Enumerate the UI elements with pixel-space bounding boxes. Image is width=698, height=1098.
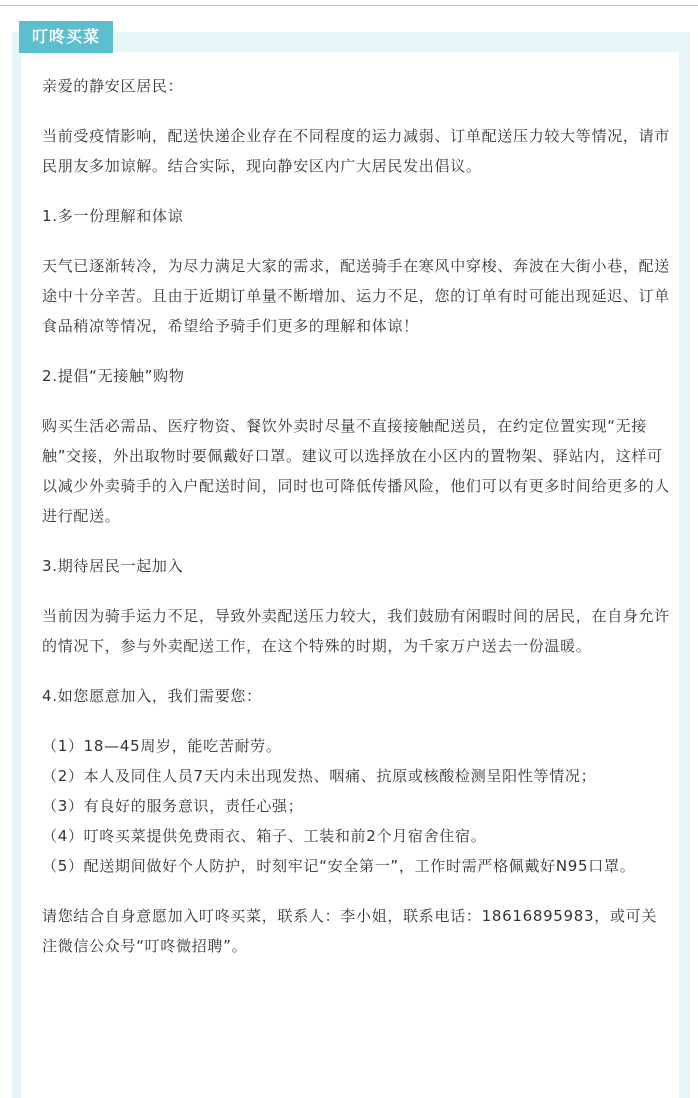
section-1-heading: 1.多一份理解和体谅 <box>42 207 184 225</box>
closing-paragraph: 请您结合自身意愿加入叮咚买菜，联系人：李小姐，联系电话：18616895983，或可关注微信公众号“叮咚微招聘”。 <box>42 907 658 955</box>
requirement-item: （1）18—45周岁，能吃苦耐劳。 <box>42 737 282 755</box>
section-tag: 叮咚买菜 <box>19 21 113 53</box>
section-3-body: 当前因为骑手运力不足，导致外卖配送压力较大，我们鼓励有闲暇时间的居民，在自身允许的情况下，参与外卖配送工作，在这个特殊的时期，为千家万户送去一份温暖。 <box>42 607 671 655</box>
section-2-body: 购买生活必需品、医疗物资、餐饮外卖时尽量不直接接触配送员，在约定位置实现“无接触”交接，外出取物时要佩戴好口罩。建议可以选择放在小区内的置物架、驿站内，这样可以减少外卖骑手的入户配送时间，同时也可降低传播风险，他们可以有更多时间给更多的人进行配送。 <box>42 417 671 525</box>
greeting: 亲爱的静安区居民： <box>42 77 184 95</box>
section-2-heading: 2.提倡“无接触”购物 <box>42 367 185 385</box>
section-1-body: 天气已逐渐转冷，为尽力满足大家的需求，配送骑手在寒风中穿梭、奔波在大街小巷，配送途中十分辛苦。且由于近期订单量不断增加、运力不足，您的订单有时可能出现延迟、订单食品稍凉等情况，希望给予骑手们更多的理解和体谅！ <box>42 257 671 335</box>
top-divider <box>0 5 698 6</box>
intro-paragraph: 当前受疫情影响，配送快递企业存在不同程度的运力减弱、订单配送压力较大等情况，请市民朋友多加谅解。结合实际，现向静安区内广大居民发出倡议。 <box>42 127 671 175</box>
requirement-item: （4）叮咚买菜提供免费雨衣、箱子、工装和前2个月宿舍住宿。 <box>42 827 487 845</box>
requirement-item: （3）有良好的服务意识，责任心强； <box>42 797 304 815</box>
article-content <box>42 71 672 981</box>
section-3-heading: 3.期待居民一起加入 <box>42 557 184 575</box>
requirement-item: （2）本人及同住人员7天内未出现发热、咽痛、抗原或核酸检测呈阳性等情况； <box>42 767 597 785</box>
section-4-heading: 4.如您愿意加入，我们需要您： <box>42 687 262 705</box>
requirement-item: （5）配送期间做好个人防护，时刻牢记“安全第一”，工作时需严格佩戴好N95口罩。 <box>42 857 636 875</box>
